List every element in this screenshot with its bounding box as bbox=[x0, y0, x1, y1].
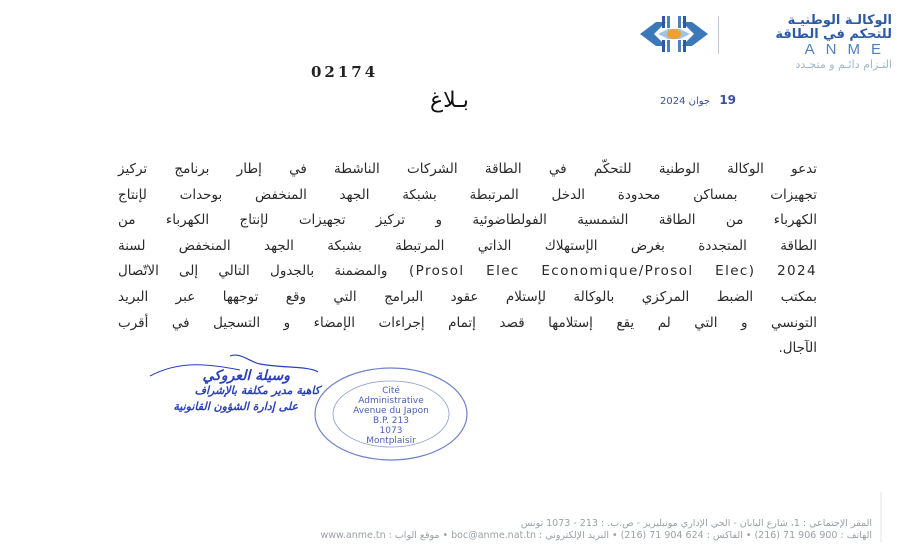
stamp-line: Administrative bbox=[358, 396, 424, 406]
org-tagline: التـزام دائـم و متجـدد bbox=[795, 58, 892, 71]
stamp-line: Cité bbox=[382, 386, 400, 396]
body-line: الطاقة المتجددة بغرض الإستهلاك الذاتي المرتبطة بشبكة الجهد المنخفض لسنة bbox=[118, 237, 817, 254]
org-logo bbox=[636, 12, 898, 72]
date-year: 2024 bbox=[660, 96, 686, 107]
org-name-line1: الوكالـة الوطنيـة bbox=[787, 13, 892, 28]
body-line: الكهرباء من الطاقة الشمسية الفولطاضوئية و تركيز تجهيزات لإنتاج الكهرباء من bbox=[118, 212, 817, 229]
reference-number: 02174 bbox=[311, 63, 379, 81]
signatory-role-line2: على إدارة الشؤون القانونية bbox=[173, 400, 298, 413]
signature-block bbox=[110, 350, 320, 420]
footer-divider bbox=[880, 492, 882, 542]
footer-address: المقر الإجتماعي : 1، شارع اليابان - الحي الإداري مونبليزير - ص.ب. : 213 - 1073 تونس bbox=[520, 518, 872, 529]
logo-divider bbox=[718, 16, 719, 54]
stamp-line: Montplaisir bbox=[366, 436, 416, 446]
org-name-line2: للتحكم في الطاقة bbox=[775, 27, 892, 42]
body-line: تدعو الوكالة الوطنية للتحكّم في الطاقة الشركات الناشطة في إطار برنامج تركيز bbox=[118, 161, 817, 177]
body-line: الآجال. bbox=[778, 340, 817, 357]
org-acronym: ANME bbox=[804, 41, 892, 58]
document-date bbox=[660, 93, 736, 107]
body-line: بمكتب الضبط المركزي بالوكالة لإستلام عقود البرامج التي وقع توجهها عبر البريد bbox=[118, 288, 817, 305]
document-title: بـلاغ bbox=[430, 88, 469, 113]
official-stamp bbox=[312, 365, 470, 463]
anme-logo-icon bbox=[638, 14, 710, 54]
stamp-line: Avenue du Japon bbox=[353, 406, 429, 416]
stamp-line: B.P. 213 bbox=[373, 416, 409, 426]
stamp-line: 1073 bbox=[379, 426, 403, 436]
announcement-body bbox=[118, 157, 817, 362]
body-line: تجهيزات بمساكن محدودة الدخل المرتبطة بشبكة الجهد المنخفض بوحدات لإنتاج bbox=[118, 186, 817, 203]
date-day: 19 bbox=[719, 93, 737, 107]
body-line: التونسي و التي لم يقع إستلامها قصد إتمام إجراءات الإمضاء و التسجيل في أقرب bbox=[118, 314, 817, 331]
page-footer bbox=[140, 518, 872, 542]
footer-contacts: الهاتف : 900 906 71 (216) • الفاكس : 624 904 71 (216) • البريد الإلكتروني : boc@anme.nat.tn • موقع الواب : www.anme.tn bbox=[320, 530, 872, 541]
signatory-role-line1: كاهية مدير مكلفة بالإشراف bbox=[194, 384, 320, 397]
signatory-name: وسيلة العروكي bbox=[202, 368, 290, 384]
body-line: 2024 (Prosol Elec Economique/Prosol Elec) والمضمنة بالجدول التالي إلى الاتّصال bbox=[118, 263, 818, 280]
date-month: جوان bbox=[688, 96, 711, 107]
